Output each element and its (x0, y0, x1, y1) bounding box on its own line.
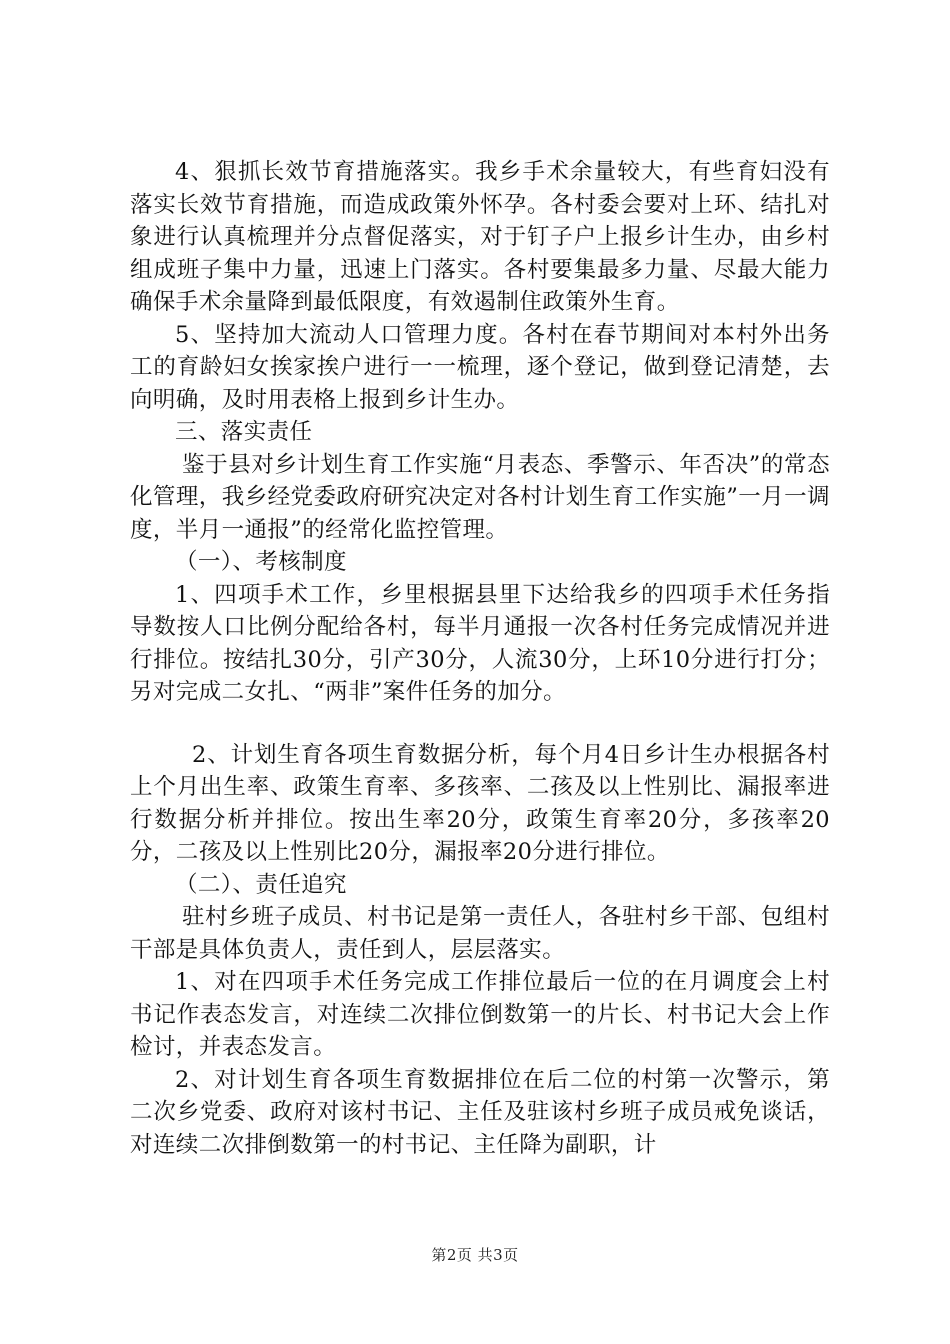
paragraph-accountability-1: 1、对在四项手术任务完成工作排位最后一位的在月调度会上村书记作表态发言，对连续二次排位倒数第一的片长、村书记大会上作检讨，并表态发言。 (130, 969, 830, 1060)
paragraph-item-5: 5、坚持加大流动人口管理力度。各村在春节期间对本村外出务工的育龄妇女挨家挨户进行一一梳理，逐个登记，做到登记清楚，去向明确，及时用表格上报到乡计生办。 (130, 321, 830, 413)
paragraph-accountability-2: 2、对计划生育各项生育数据排位在后二位的村第一次警示，第二次乡党委、政府对该村书记、主任及驻该村乡班子成员戒免谈话，对连续二次排倒数第一的村书记、主任降为副职，计 (130, 1066, 830, 1158)
section-heading: 三、落实责任 (175, 419, 313, 445)
subsection-heading-assessment: （一）、考核制度 (175, 549, 347, 575)
paragraph-item-4: 4、狠抓长效节育措施落实。我乡手术余量较大，有些育妇没有落实长效节育措施，而造成政策外怀孕。各村委会要对上环、结扎对象进行认真梳理并分点督促落实，对于钉子户上报乡计生办，由乡村组成班子集中力量，迅速上门落实。各村要集最多力量、尽最大能力确保手术余量降到最低限度，有效遏制住政策外生育。 (130, 159, 830, 315)
paragraph-intro: 鉴于县对乡计划生育工作实施“月表态、季警示、年否决”的常态化管理，我乡经党委政府研究决定对各村计划生育工作实施”一月一调度，半月一通报”的经常化监控管理。 (130, 451, 830, 543)
page-footer: 第2页 共3页 (431, 1246, 519, 1264)
paragraph-assessment-1: 1、四项手术工作，乡里根据县里下达给我乡的四项手术任务指导数按人口比例分配给各村，每半月通报一次各村任务完成情况并进行排位。按结扎30分，引产30分，人流30分，上环10分进行打分；另对完成二女扎、“两非”案件任务的加分。 (130, 581, 830, 705)
subsection-heading-accountability: （二）、责任追究 (175, 871, 347, 898)
paragraph-assessment-2: 2、计划生育各项生育数据分析，每个月4日乡计生办根据各村上个月出生率、政策生育率、多孩率、二孩及以上性别比、漏报率进行数据分析并排位。按出生率20分，政策生育率20分，多孩率20分，二孩及以上性别比20分，漏报率20分进行排位。 (130, 741, 830, 865)
paragraph-accountability-intro: 驻村乡班子成员、村书记是第一责任人，各驻村乡干部、包组村干部是具体负责人，责任到人，层层落实。 (130, 904, 830, 963)
document-body (130, 156, 830, 1161)
